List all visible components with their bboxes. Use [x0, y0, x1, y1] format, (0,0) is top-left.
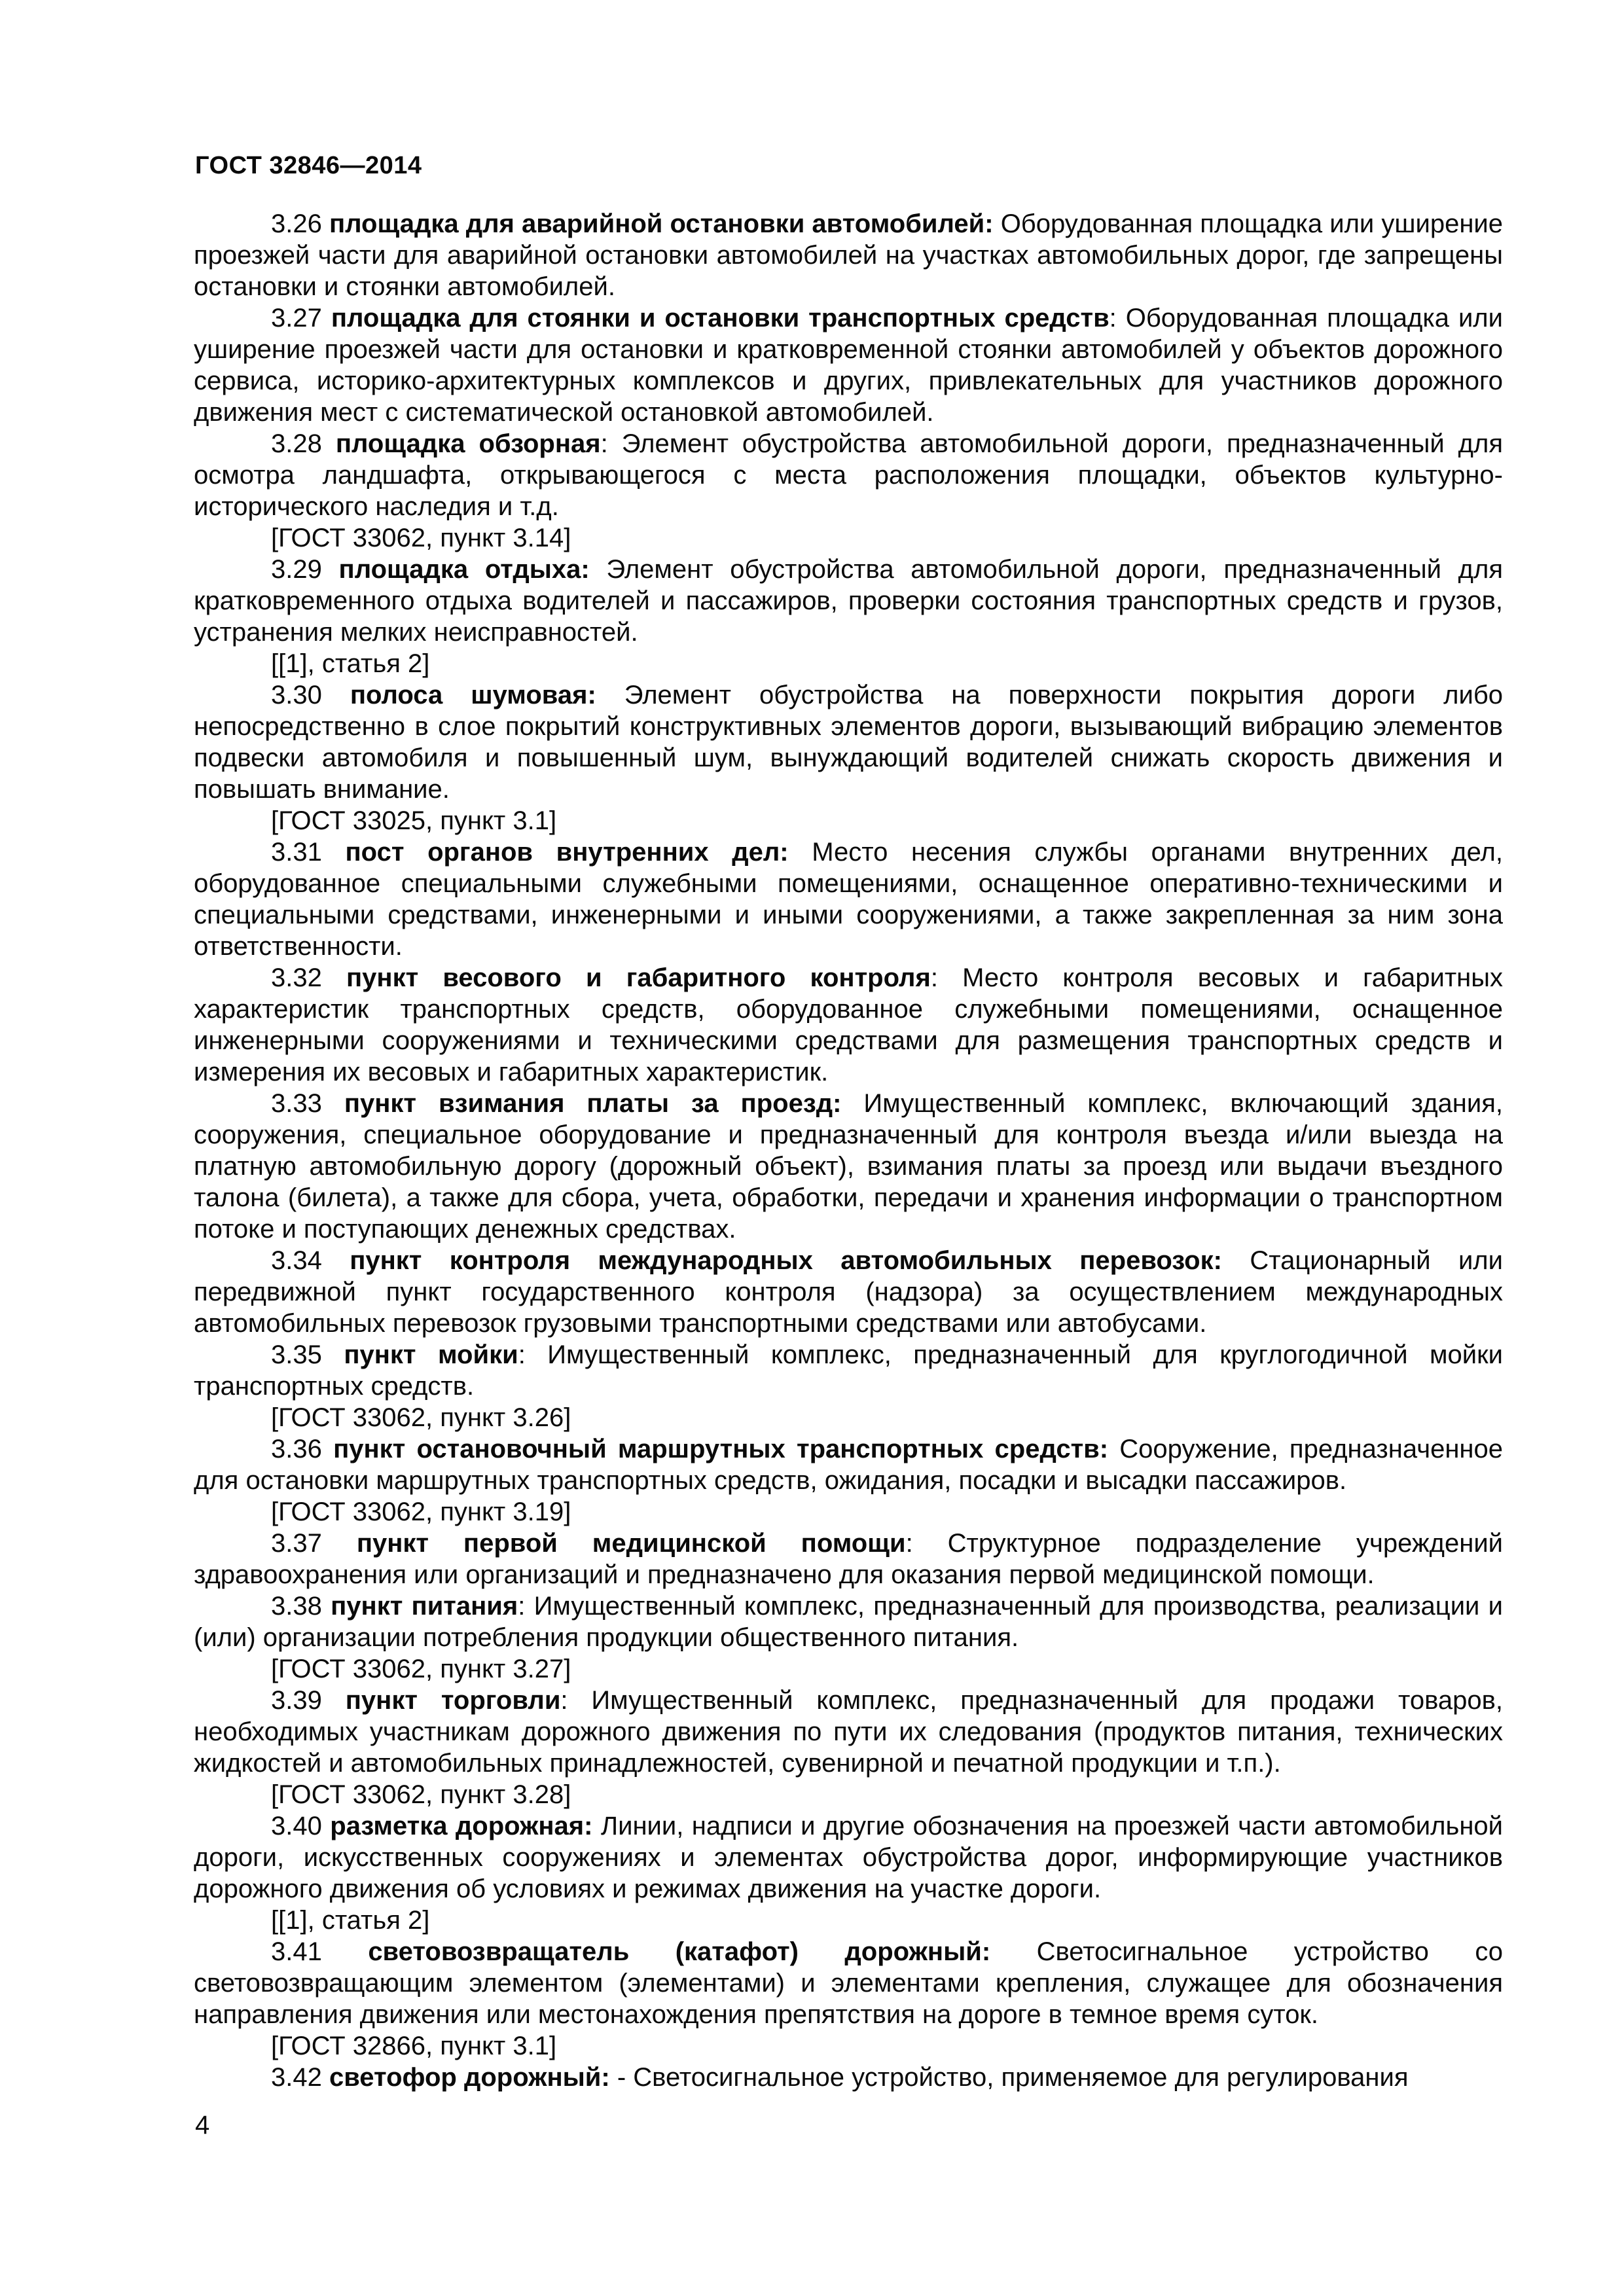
definition-entry [194, 1339, 1503, 1402]
entry-term: разметка дорожная: [330, 1812, 593, 1840]
entry-number: 3.39 [271, 1686, 322, 1715]
entry-term: пункт питания [331, 1592, 518, 1621]
entry-term: площадка отдыха: [338, 555, 590, 584]
entry-definition: Элемент обустройства автомобильной дороги, предназначенный для кратковременного отдыха водителей и пассажиров, проверки состояния транспортных средств и грузов, устранения мелких неисправностей. [194, 555, 1503, 647]
standard-header: ГОСТ 32846—2014 [195, 152, 422, 179]
entry-definition: : Имущественный комплекс, предназначенный для продажи товаров, необходимых участникам дорожного движения по пути их следования (продуктов питания, технических жидкостей и автомобильных принадлежностей, сувенирной и печатной продукции и т.п.). [194, 1686, 1503, 1778]
entry-source-reference: [ГОСТ 32866, пункт 3.1] [271, 2032, 557, 2060]
entry-number: 3.36 [271, 1435, 322, 1463]
entry-term: пункт контроля международных автомобильных перевозок: [350, 1246, 1222, 1275]
entry-definition: : Место контроля весовых и габаритных характеристик транспортных средств, оборудованное служебными помещениями, оснащенное инженерными сооружениями и техническими средствами для размещения транспортных средств и измерения их весовых и габаритных характеристик. [194, 963, 1504, 1086]
definition-entry [194, 1936, 1503, 2030]
entry-number: 3.41 [271, 1937, 322, 1966]
definition-entry [194, 1590, 1503, 1653]
entry-definition: Сооружение, предназначенное для остановки маршрутных транспортных средств, ожидания, посадки и высадки пассажиров. [194, 1435, 1503, 1495]
definition-entry [194, 836, 1503, 962]
definition-entry [194, 1810, 1503, 1905]
entry-number: 3.27 [271, 304, 322, 332]
entry-term: площадка обзорная [335, 429, 601, 458]
entry-definition: : Оборудованная площадка или уширение проезжей части для остановки и кратковременной стоянки автомобилей у объектов дорожного сервиса, историко-архитектурных комплексов и других, привлекательных для участников дорожного движения мест с систематической остановкой автомобилей. [194, 304, 1503, 427]
definition-entry [194, 962, 1503, 1088]
entry-number: 3.31 [271, 838, 322, 867]
entry-term: пункт торговли [345, 1686, 561, 1715]
entry-definition: : Имущественный комплекс, предназначенный для круглогодичной мойки транспортных средств. [194, 1340, 1503, 1401]
entry-number: 3.30 [271, 681, 322, 709]
entry-term: площадка для аварийной остановки автомобилей: [329, 209, 994, 238]
entry-term: пункт первой медицинской помощи [356, 1529, 906, 1558]
entry-term: пункт весового и габаритного контроля [346, 963, 931, 992]
entry-source-reference: [ГОСТ 33062, пункт 3.28] [271, 1780, 571, 1809]
entry-term: пункт остановочный маршрутных транспортных средств: [333, 1435, 1109, 1463]
entry-definition: Светосигнальное устройство со световозвращающим элементом (элементами) и элементами крепления, служащее для обозначения направления движения или местонахождения препятствия на дороге в темное время суток. [194, 1937, 1504, 2029]
entry-definition: Линии, надписи и другие обозначения на проезжей части автомобильной дороги, искусственных сооружениях и элементах обустройства дорог, информирующие участников дорожного движения об условиях и режимах движения на участке дороги. [194, 1812, 1504, 1903]
entry-source-reference: [ГОСТ 33062, пункт 3.14] [271, 524, 571, 552]
entry-term: пост органов внутренних дел: [345, 838, 789, 867]
entry-source-reference: [ГОСТ 33062, пункт 3.26] [271, 1403, 571, 1432]
entry-number: 3.32 [271, 963, 322, 992]
definition-entry [194, 1433, 1503, 1496]
entry-definition: Элемент обустройства на поверхности покрытия дороги либо непосредственно в слое покрытий конструктивных элементов дороги, вызывающий вибрацию элементов подвески автомобиля и повышенный шум, вынуждающий водителей снижать скорость движения и повышать внимание. [194, 681, 1503, 804]
definition-entry [194, 1088, 1503, 1245]
entry-source-reference: [ГОСТ 33062, пункт 3.19] [271, 1498, 571, 1526]
entry-number: 3.34 [271, 1246, 322, 1275]
definition-entry [194, 302, 1503, 428]
entry-source-reference: [ГОСТ 33025, пункт 3.1] [271, 806, 557, 835]
entry-number: 3.28 [271, 429, 322, 458]
definition-entry [194, 428, 1503, 522]
definition-entry [194, 554, 1503, 648]
entry-number: 3.38 [271, 1592, 322, 1621]
entry-term: пункт мойки [344, 1340, 518, 1369]
entry-definition: : Элемент обустройства автомобильной дороги, предназначенный для осмотра ландшафта, открывающегося с места расположения площадки, объектов культурно-исторического наследия и т.д. [194, 429, 1504, 521]
definition-entry [194, 2062, 1503, 2093]
definition-entry [194, 208, 1503, 302]
entry-number: 3.37 [271, 1529, 322, 1558]
entry-definition: : Структурное подразделение учреждений здравоохранения или организаций и предназначено для оказания первой медицинской помощи. [194, 1529, 1503, 1589]
entry-definition: Оборудованная площадка или уширение проезжей части для аварийной остановки автомобилей на участках автомобильных дорог, где запрещены остановки и стоянки автомобилей. [194, 209, 1503, 301]
page-number: 4 [195, 2111, 210, 2140]
entry-definition: : Имущественный комплекс, предназначенный для производства, реализации и (или) организации потребления продукции общественного питания. [194, 1592, 1503, 1652]
entry-term: светофор дорожный: [329, 2063, 610, 2092]
definition-entry [194, 1685, 1503, 1779]
entry-source-reference: [[1], статья 2] [271, 649, 430, 678]
entry-term: площадка для стоянки и остановки транспортных средств [331, 304, 1110, 332]
entry-number: 3.40 [271, 1812, 322, 1840]
entry-definition: Стационарный или передвижной пункт государственного контроля (надзора) за осуществлением международных автомобильных перевозок грузовыми транспортными средствами или автобусами. [194, 1246, 1503, 1338]
entry-source-reference: [[1], статья 2] [271, 1906, 430, 1935]
definition-entry [194, 1528, 1503, 1590]
definitions-body [194, 208, 1503, 2093]
entry-definition: Место несения службы органами внутренних дел, оборудованное специальными служебными помещениями, оснащенное оперативно-техническими и специальными средствами, инженерными и иными сооружениями, а также закрепленная за ним зона ответственности. [194, 838, 1503, 961]
definition-entry [194, 679, 1503, 805]
entry-number: 3.29 [271, 555, 322, 584]
entry-number: 3.42 [271, 2063, 322, 2092]
entry-definition: Имущественный комплекс, включающий здания, сооружения, специальное оборудование и предназначенный для контроля въезда и/или выезда на платную автомобильную дорогу (дорожный объект), взимания платы за проезд или выдачи въездного талона (билета), а также для сбора, учета, обработки, передачи и хранения информации о транспортном потоке и поступающих денежных средствах. [194, 1089, 1503, 1244]
entry-number: 3.33 [271, 1089, 322, 1118]
definition-entry [194, 1245, 1503, 1339]
entry-source-reference: [ГОСТ 33062, пункт 3.27] [271, 1655, 571, 1683]
entry-term: световозвращатель (катафот) дорожный: [368, 1937, 991, 1966]
entry-number: 3.35 [271, 1340, 322, 1369]
entry-definition: - Светосигнальное устройство, применяемое для регулирования [617, 2063, 1409, 2092]
entry-number: 3.26 [271, 209, 322, 238]
entry-term: пункт взимания платы за проезд: [344, 1089, 842, 1118]
entry-term: полоса шумовая: [350, 681, 596, 709]
